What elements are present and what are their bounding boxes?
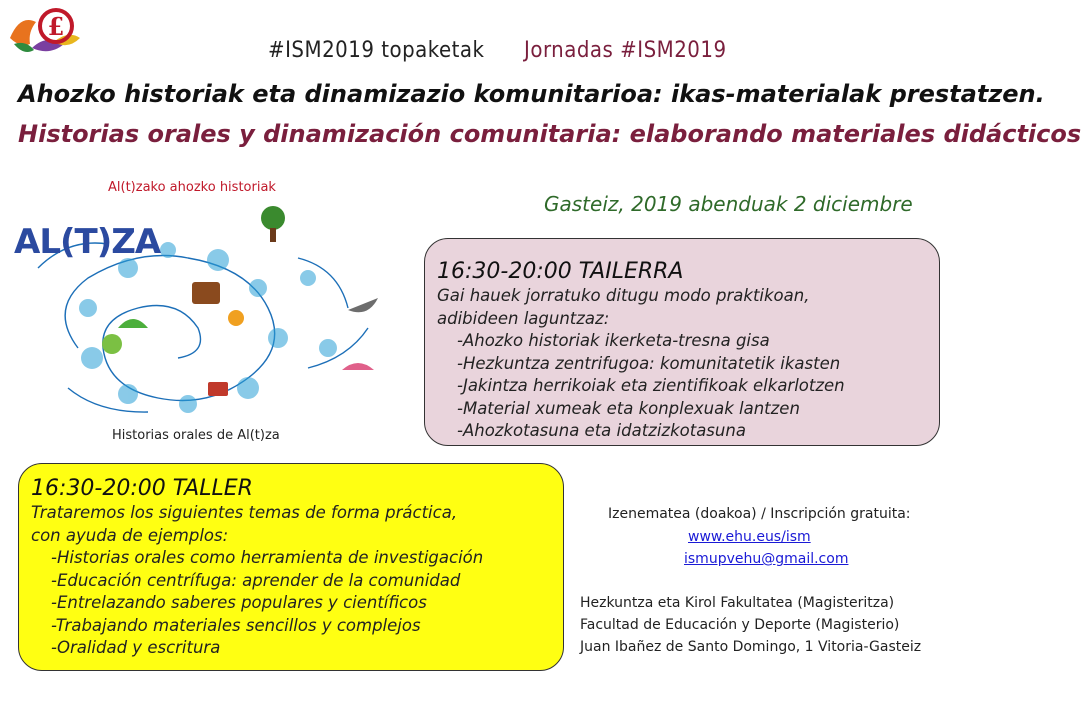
- svg-text:£: £: [47, 12, 65, 41]
- title-es: Historias orales y dinamización comunitaria: elaborando materiales didácticos: [18, 120, 1081, 148]
- list-item: -Hezkuntza zentrifugoa: komunitatetik ikasten: [457, 353, 841, 373]
- altza-caption: Al(t)zako ahozko historiak: [108, 180, 276, 195]
- workshop-title-eu: 16:30-20:00 TAILERRA: [437, 259, 684, 284]
- registration-label: Izenematea (doakoa) / Inscripción gratuita:: [608, 506, 911, 522]
- address-line: Hezkuntza eta Kirol Fakultatea (Magisteritza): [580, 595, 895, 611]
- header-eu: #ISM2019 topaketak: [268, 38, 485, 63]
- workshop-box-eu: [424, 238, 940, 446]
- list-item: -Entrelazando saberes populares y científicos: [51, 593, 427, 612]
- list-item: -Oralidad y escritura: [51, 638, 221, 657]
- address-line: Juan Ibañez de Santo Domingo, 1 Vitoria-Gasteiz: [580, 639, 922, 655]
- event-date: Gasteiz, 2019 abenduak 2 diciembre: [544, 192, 913, 216]
- altza-subtitle: Historias orales de Al(t)za: [112, 428, 280, 443]
- list-item: -Jakintza herrikoiak eta zientifikoak elkarlotzen: [457, 376, 845, 395]
- list-item: -Ahozko historiak ikerketa-tresna gisa: [457, 331, 770, 350]
- header-es: Jornadas #ISM2019: [524, 38, 727, 63]
- workshop-intro-es: Trataremos los siguientes temas de forma práctica,: [31, 503, 458, 522]
- workshop-intro-eu: adibideen laguntzaz:: [437, 308, 610, 328]
- workshop-intro-eu: Gai hauek jorratuko ditugu modo praktikoan,: [437, 286, 810, 305]
- ism-logo-icon: [6, 4, 82, 66]
- title-eu: Ahozko historiak eta dinamizazio komunitarioa: ikas-materialak prestatzen.: [18, 80, 1045, 108]
- workshop-box-es: [18, 463, 564, 671]
- list-item: -Material xumeak eta konplexuak lantzen: [457, 398, 800, 418]
- workshop-intro-es: con ayuda de ejemplos:: [31, 525, 229, 545]
- website-link[interactable]: www.ehu.eus/ism: [688, 529, 811, 545]
- altza-logo: AL(T)ZA: [14, 222, 161, 262]
- list-item: -Historias orales como herramienta de investigación: [51, 548, 484, 567]
- workshop-title-es: 16:30-20:00 TALLER: [31, 476, 253, 501]
- email-link[interactable]: ismupvehu@gmail.com: [684, 551, 849, 567]
- list-item: -Educación centrífuga: aprender de la comunidad: [51, 570, 461, 590]
- list-item: -Ahozkotasuna eta idatzizkotasuna: [457, 421, 746, 440]
- address-line: Facultad de Educación y Deporte (Magisterio): [580, 617, 900, 633]
- list-item: -Trabajando materiales sencillos y complejos: [51, 615, 421, 635]
